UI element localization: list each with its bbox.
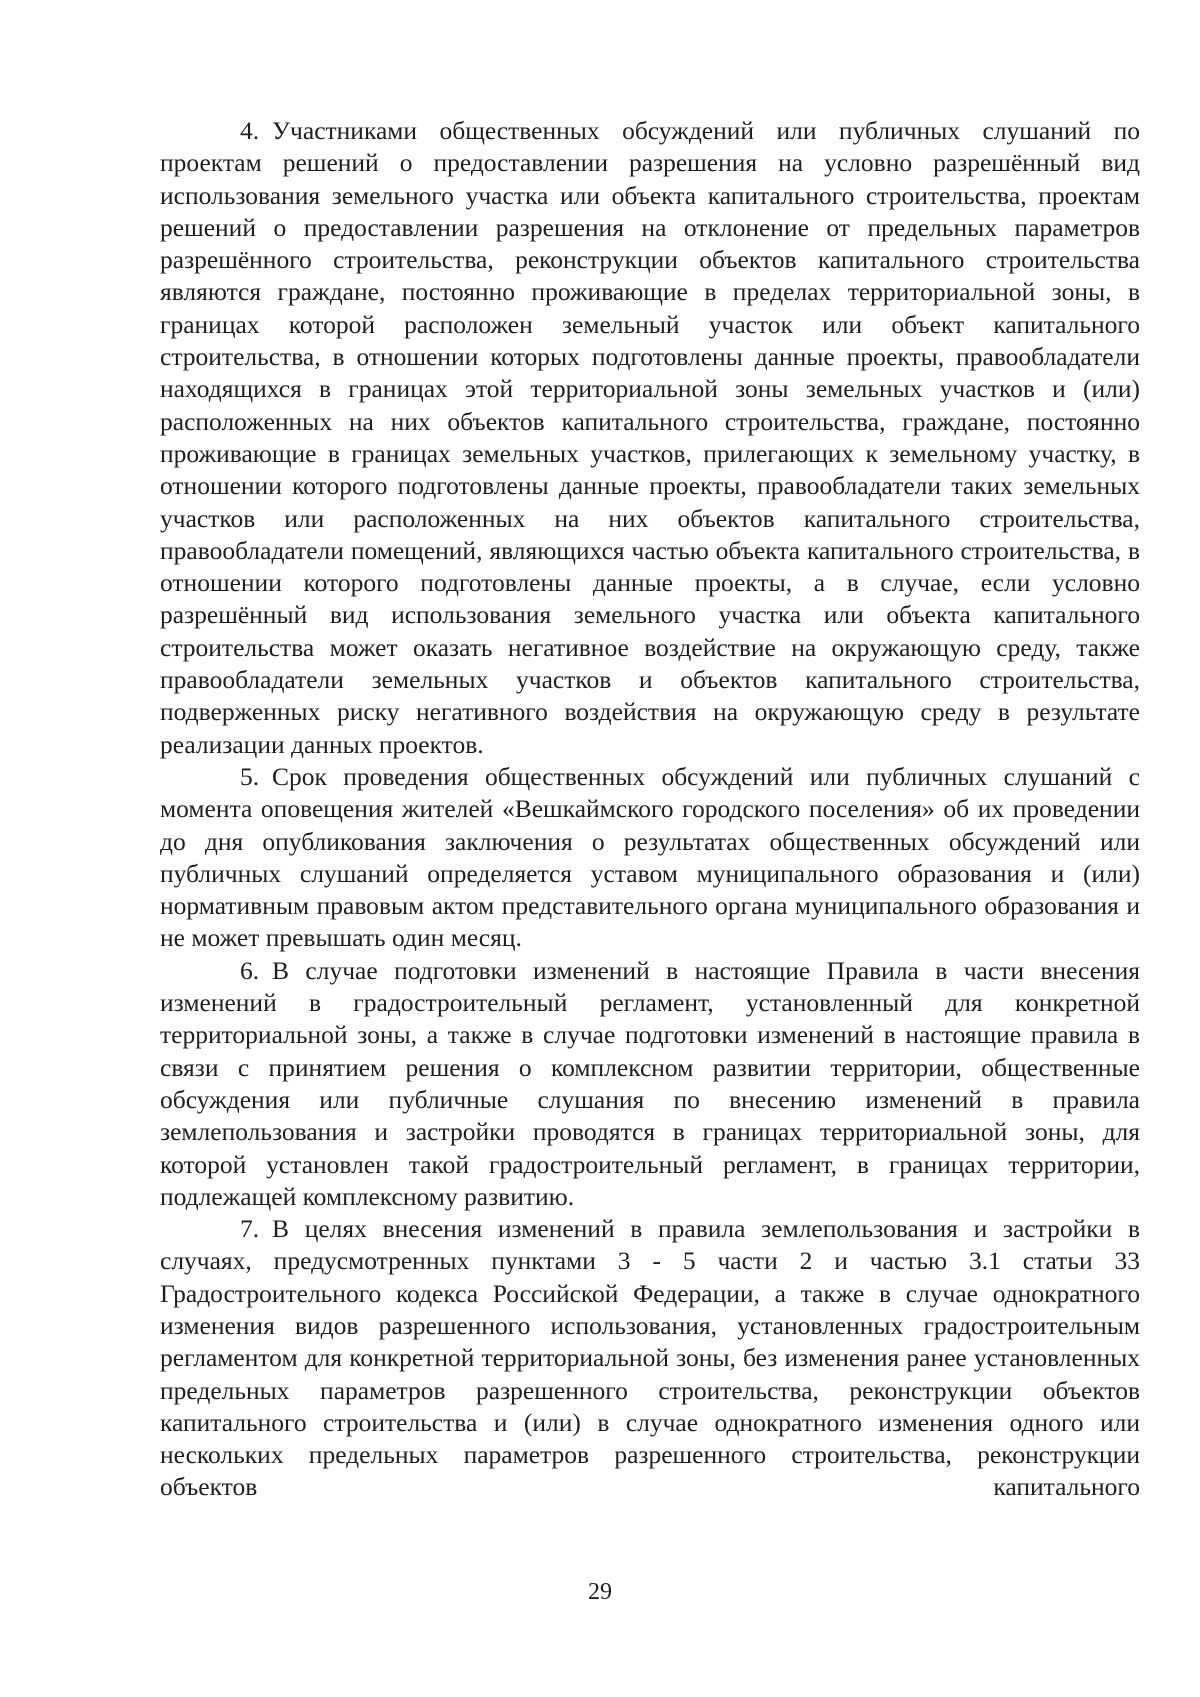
page-number: 29 — [588, 1579, 612, 1605]
paragraph-text: Срок проведения общественных обсуждений или публичных слушаний с момента оповещения жителей «Вешкаймского городского поселения» об их проведении до дня опубликования заключения о результатах общественных обсуждений или публичных слушаний определяется уставом муниципального образования и (или) нормативным правовым актом представительного органа муниципального образования и не может превышать один месяц. — [160, 761, 1140, 953]
paragraph-number: 5. — [240, 761, 260, 791]
paragraph-4 — [160, 115, 1140, 761]
paragraph-number: 7. — [240, 1214, 260, 1244]
paragraph-6 — [160, 955, 1140, 1213]
paragraph-7 — [160, 1213, 1140, 1504]
paragraph-text: Участниками общественных обсуждений или публичных слушаний по проектам решений о предоставлении разрешения на условно разрешённый вид использования земельного участка или объекта капитального строительства, проектам решений о предоставлении разрешения на отклонение от предельных параметров разрешённого строительства, реконструкции объектов капитального строительства являются граждане, постоянно проживающие в пределах территориальной зоны, в границах которой расположен земельный участок или объект капитального строительства, в отношении которых подготовлены данные проекты, правообладатели находящихся в границах этой территориальной зоны земельных участков и (или) расположенных на них объектов капитального строительства, граждане, постоянно проживающие в границах земельных участков, прилегающих к земельному участку, в отношении которого подготовлены данные проекты, правообладатели таких земельных участков или расположенных на них объектов капитального строительства, правообладатели помещений, являющихся частью объекта капитального строительства, в отношении которого подготовлены данные проекты, а в случае, если условно разрешённый вид использования земельного участка или объекта капитального строительства может оказать негативное воздействие на окружающую среду, также правообладатели земельных участков и объектов капитального строительства, подверженных риску негативного воздействия на окружающую среду в результате реализации данных проектов. — [160, 116, 1140, 759]
document-body — [160, 115, 1140, 1504]
paragraph-number: 4. — [240, 116, 260, 145]
paragraph-number: 6. — [240, 955, 260, 985]
paragraph-text: В случае подготовки изменений в настоящие Правила в части внесения изменений в градостроительный регламент, установленный для конкретной территориальной зоны, а также в случае подготовки изменений в настоящие правила в связи с принятием решения о комплексном развитии территории, общественные обсуждения или публичные слушания по внесению изменений в правила землепользования и застройки проводятся в границах территориальной зоны, для которой установлен такой градостроительный регламент, в границах территории, подлежащей комплексному развитию. — [160, 955, 1140, 1211]
paragraph-text: В целях внесения изменений в правила землепользования и застройки в случаях, предусмотренных пунктами 3 - 5 части 2 и частью 3.1 статьи 33 Градостроительного кодекса Российской Федерации, а также в случае однократного изменения видов разрешенного использования, установленных градостроительным регламентом для конкретной территориальной зоны, без изменения ранее установленных предельных параметров разрешенного строительства, реконструкции объектов капитального строительства и (или) в случае однократного изменения одного или нескольких предельных параметров разрешенного строительства, реконструкции объектов капитального — [160, 1214, 1140, 1502]
paragraph-5 — [160, 761, 1140, 955]
